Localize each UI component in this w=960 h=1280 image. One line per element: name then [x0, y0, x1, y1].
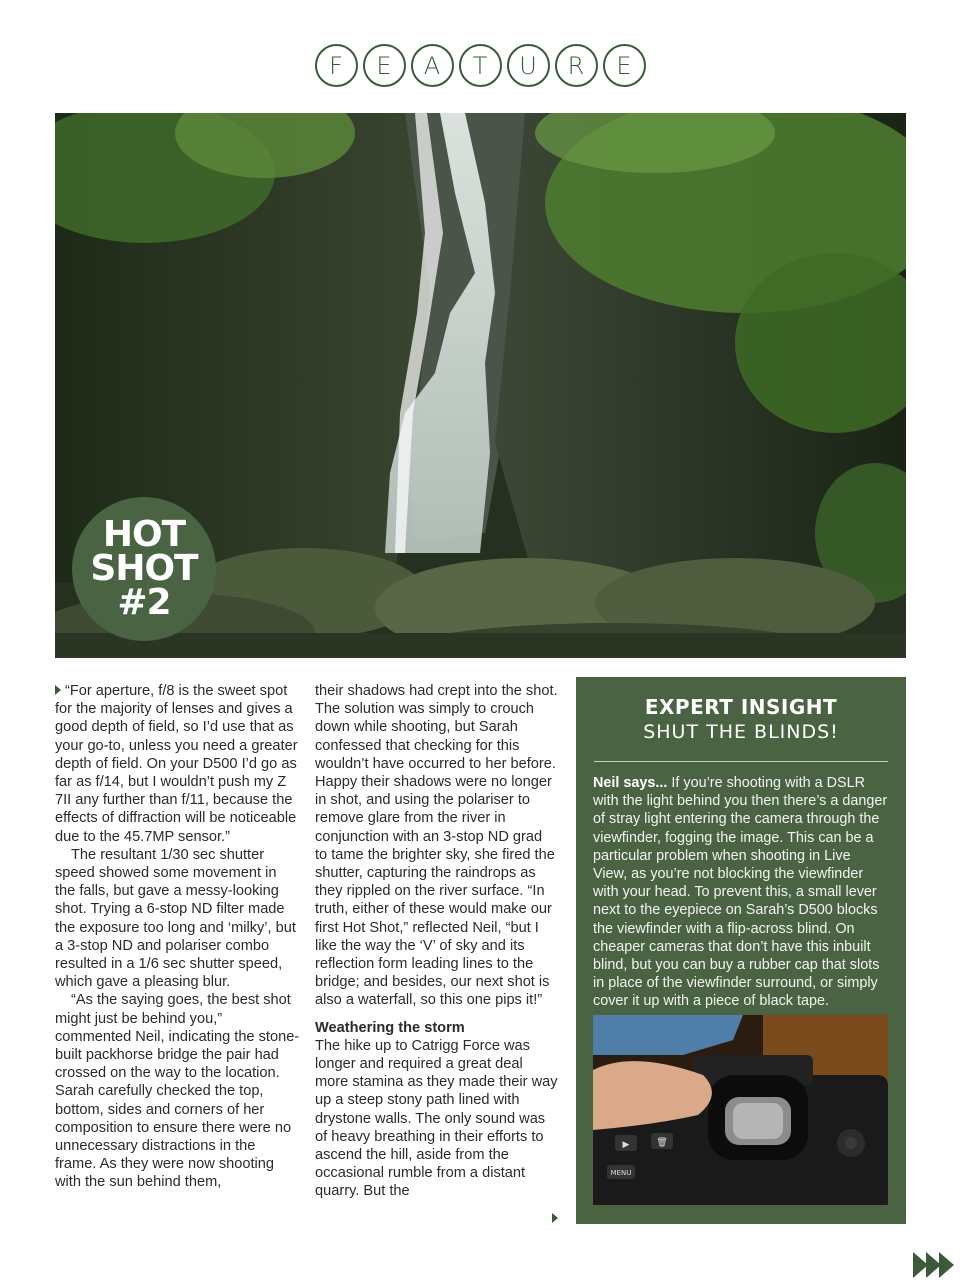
- paragraph: The hike up to Catrigg Force was longer and required a great deal more stamina as they made their way up a steep stony path lined with drystone walls. The only sound was of heavy breathing in their efforts to ascend the hill, aside from the occasional rumble from a distant quarry. But the: [315, 1037, 558, 1200]
- play-button-label: ▶: [622, 1140, 630, 1150]
- header-letter: F: [315, 44, 358, 87]
- continue-arrow-icon: [552, 1213, 558, 1223]
- divider: [594, 761, 888, 762]
- box-subtitle: SHUT THE BLINDS!: [643, 721, 839, 743]
- start-arrow-icon: [55, 685, 61, 695]
- trash-button-label: 🗑: [656, 1138, 668, 1148]
- header-letter: U: [507, 44, 550, 87]
- menu-button-label: MENU: [610, 1169, 632, 1177]
- header-letter: R: [555, 44, 598, 87]
- camera-illustration: [593, 1015, 888, 1205]
- expert-insight-box: [576, 677, 906, 1224]
- subheading: Weathering the storm: [315, 1019, 465, 1036]
- body-column-1: [55, 682, 300, 1192]
- paragraph: The resultant 1/30 sec shutter speed showed some movement in the falls, but gave a messy-looking shot. Trying a 6-stop ND filter made the exposure too long and ‘milky’, but a 3-stop ND and polariser combo resulted in a 1/6 sec shutter speed, which gave a pleasing blur.: [55, 846, 296, 991]
- paragraph: “As the saying goes, the best shot might just be behind you,” commented Neil, indicating the stone-built packhorse bridge the pair had crossed on the way to the location. Sarah carefully checked the top, bottom, sides and corners of her composition to ensure there were no unnecessary distractions in the frame. As they were now shooting with the sun behind them,: [55, 992, 300, 1191]
- header-letter: E: [603, 44, 646, 87]
- paragraph: “For aperture, f/8 is the sweet spot for the majority of lenses and gives a good depth of field, so I’d use that as your go-to, unless you need a greater depth of field. On your D500 I’d go as far as f/14, but I wouldn’t push my Z 7II any further than f/11, because the effects of diffraction will be noticeable due to the 45.7MP sensor.”: [55, 683, 298, 845]
- next-page-arrows-icon: [915, 1252, 954, 1278]
- paragraph: their shadows had crept into the shot. The solution was simply to crouch down while shooting, but Sarah confessed that checking for this wouldn’t have occurred to her before. Happy their shadows were no longer in shot, and using the polariser to remove glare from the river in conjunction with an 3-stop ND grad to tame the brighter sky, she fired the shutter, capturing the raindrops as they rippled on the river surface. “In truth, either of these would make our first Hot Shot,” reflected Neil, “but I like the way the ‘V’ of sky and its reflection form leading lines to the bridge; and besides, our next shot is also a waterfall, so this one pips it!”: [315, 683, 558, 1009]
- header-letter: T: [459, 44, 502, 87]
- hot-shot-badge: HOT SHOT #2: [72, 497, 216, 641]
- box-text: Neil says... If you’re shooting with a DSLR with the light behind you then there’s a danger of stray light entering the camera through the viewfinder, fogging the image. This can be a particular problem when shooting in Live View, as you’re not blocking the viewfinder with your head. To prevent this, a small lever next to the eyepiece on Sarah’s D500 blocks the viewfinder with a flip-across blind. On cheaper cameras that don’t have this inbuilt blind, but you can buy a rubber cap that slots in place of the viewfinder surround, or simply cover it up with a piece of black tape.: [593, 775, 888, 1010]
- body-column-2: [315, 682, 558, 1201]
- box-title: EXPERT INSIGHT: [644, 695, 838, 719]
- header-letter: A: [411, 44, 454, 87]
- section-header-feature: [0, 44, 960, 87]
- viewfinder-photo: [593, 1015, 888, 1205]
- header-letter: E: [363, 44, 406, 87]
